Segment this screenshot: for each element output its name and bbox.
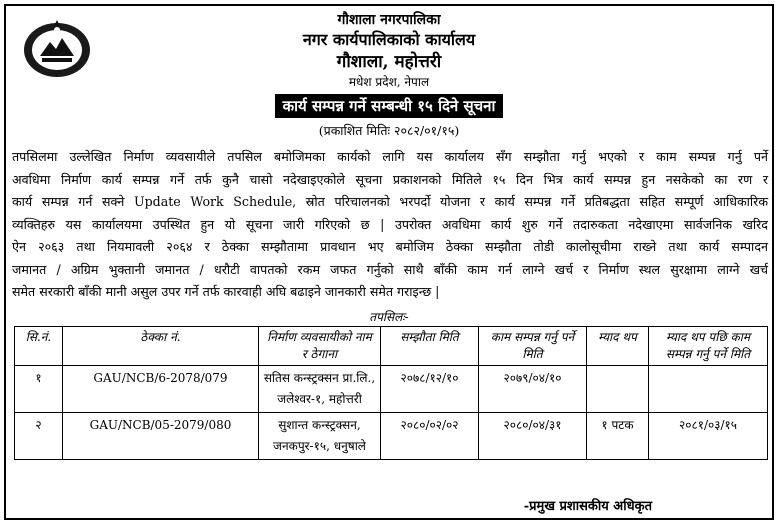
- body-line: ऐन २०६३ तथा नियमावली २०६४ र ठेक्का सम्झौतामा प्रावधान भए बमोजिम ठेक्का सम्झौता तोडी कालोसूचीमा राख्ने तथा कार्य सम्पादन: [12, 239, 768, 254]
- header-agreement-date: सम्झौता मिति: [381, 327, 479, 366]
- table-header-row: [15, 327, 768, 366]
- cell-sn: १: [15, 366, 63, 413]
- cell-extension: [587, 366, 649, 413]
- table-row: [15, 366, 768, 413]
- header-completion-date: काम सम्पन्न गर्नु पर्ने मिति: [479, 327, 587, 366]
- cell-completion-date: २०८०/०४/३१: [479, 413, 587, 460]
- cell-agreement-date: २०७८/१२/१०: [381, 366, 479, 413]
- body-line: तपसिलमा उल्लेखित निर्माण व्यवसायीले तपसिल बमोजिमका कार्यको लागि यस कार्यालय सँग सम्झौता गर्नु भएको र काम सम्पन्न गर्नु पर्ने: [12, 149, 768, 164]
- cell-extended-date: २०८१/०३/१५: [649, 413, 768, 460]
- cell-contract-no: GAU/NCB/6-2078/079: [63, 366, 259, 413]
- cell-contractor: सुशान्त कन्स्ट्रक्सन, जनकपुर-१५, धनुषाले: [259, 413, 381, 460]
- office-name: नगर कार्यपालिकाको कार्यालय: [302, 30, 476, 49]
- cell-contractor: सतिस कन्स्ट्रक्सन प्रा.लि., जलेश्वर-१, महोत्तरी: [259, 366, 381, 413]
- body-line: अवधिमा निर्माण कार्य सम्पन्न गर्ने तर्फ कुनै चासो नदेखाइएकोले सूचना प्रकाशनको मितिले १५ दिन भित्र कार्य सम्पन्न हुन नसकेको का रण र: [12, 171, 768, 187]
- body-line: व्यक्तिहरु यस कार्यालयमा उपस्थित हुन यो सूचना जारी गरिएको छ | उपरोक्त अवधिमा कार्य शुरु गर्ने तदारुकता नदेखाएमा सार्वजनिक खरिद: [12, 216, 768, 232]
- header-sn: सि.नं.: [15, 327, 63, 366]
- table-caption: तपसिलः-: [369, 310, 409, 324]
- body-line: समेत सरकारी बाँकी मानी असुल उपर गर्ने तर्फ कारवाही अघि बढाइने जानकारी समेत गराइन्छ |: [12, 284, 440, 299]
- body-line: जमानत / अग्रिम भुक्तानी जमानत / धरौटी वापतको रकम जफत गर्नुको साथै बाँकी काम गर्न लाग्ने खर्च र निर्माण स्थल सुरक्षामा लाग्ने खर्च: [12, 261, 768, 277]
- published-date: (प्रकाशित मितिः २०८२/०१/१५): [318, 123, 460, 138]
- cell-contract-no: GAU/NCB/05-2079/080: [63, 413, 259, 460]
- notice-title: कार्य सम्पन्न गर्ने सम्बन्धी १५ दिने सूचना: [275, 94, 504, 118]
- contracts-table: [14, 326, 768, 460]
- cell-agreement-date: २०८०/०२/०२: [381, 413, 479, 460]
- table-row: [15, 413, 768, 460]
- header-contractor: निर्माण व्यवसायीको नाम र ठेगाना: [259, 327, 381, 366]
- signature: -प्रमुख प्रशासकीय अधिकृत: [523, 499, 652, 514]
- header-extension: म्याद थप: [587, 327, 649, 366]
- office-location: गौशाला, महोत्तरी: [336, 52, 442, 72]
- notice-page: [4, 4, 774, 520]
- cell-extended-date: [649, 366, 768, 413]
- notice-body: [12, 146, 768, 304]
- header-contract-no: ठेक्का नं.: [63, 327, 259, 366]
- province-name: मधेश प्रदेश, नेपाल: [348, 75, 430, 89]
- cell-extension: १ पटक: [587, 413, 649, 460]
- header-extended-date: म्याद थप पछि काम सम्पन्न गर्नु पर्ने मिति: [649, 327, 768, 366]
- body-line: कार्य सम्पन्न गर्न सक्ने Update Work Schedule, स्रोत परिचालनको भरपर्दो योजना र कार्य सम्पन्न गर्ने प्रतिबद्धता सहित सम्पूर्ण आधिकारिक: [12, 194, 768, 209]
- cell-completion-date: २०७९/०४/१०: [479, 366, 587, 413]
- cell-sn: २: [15, 413, 63, 460]
- municipality-name: गौशाला नगरपालिका: [337, 12, 441, 28]
